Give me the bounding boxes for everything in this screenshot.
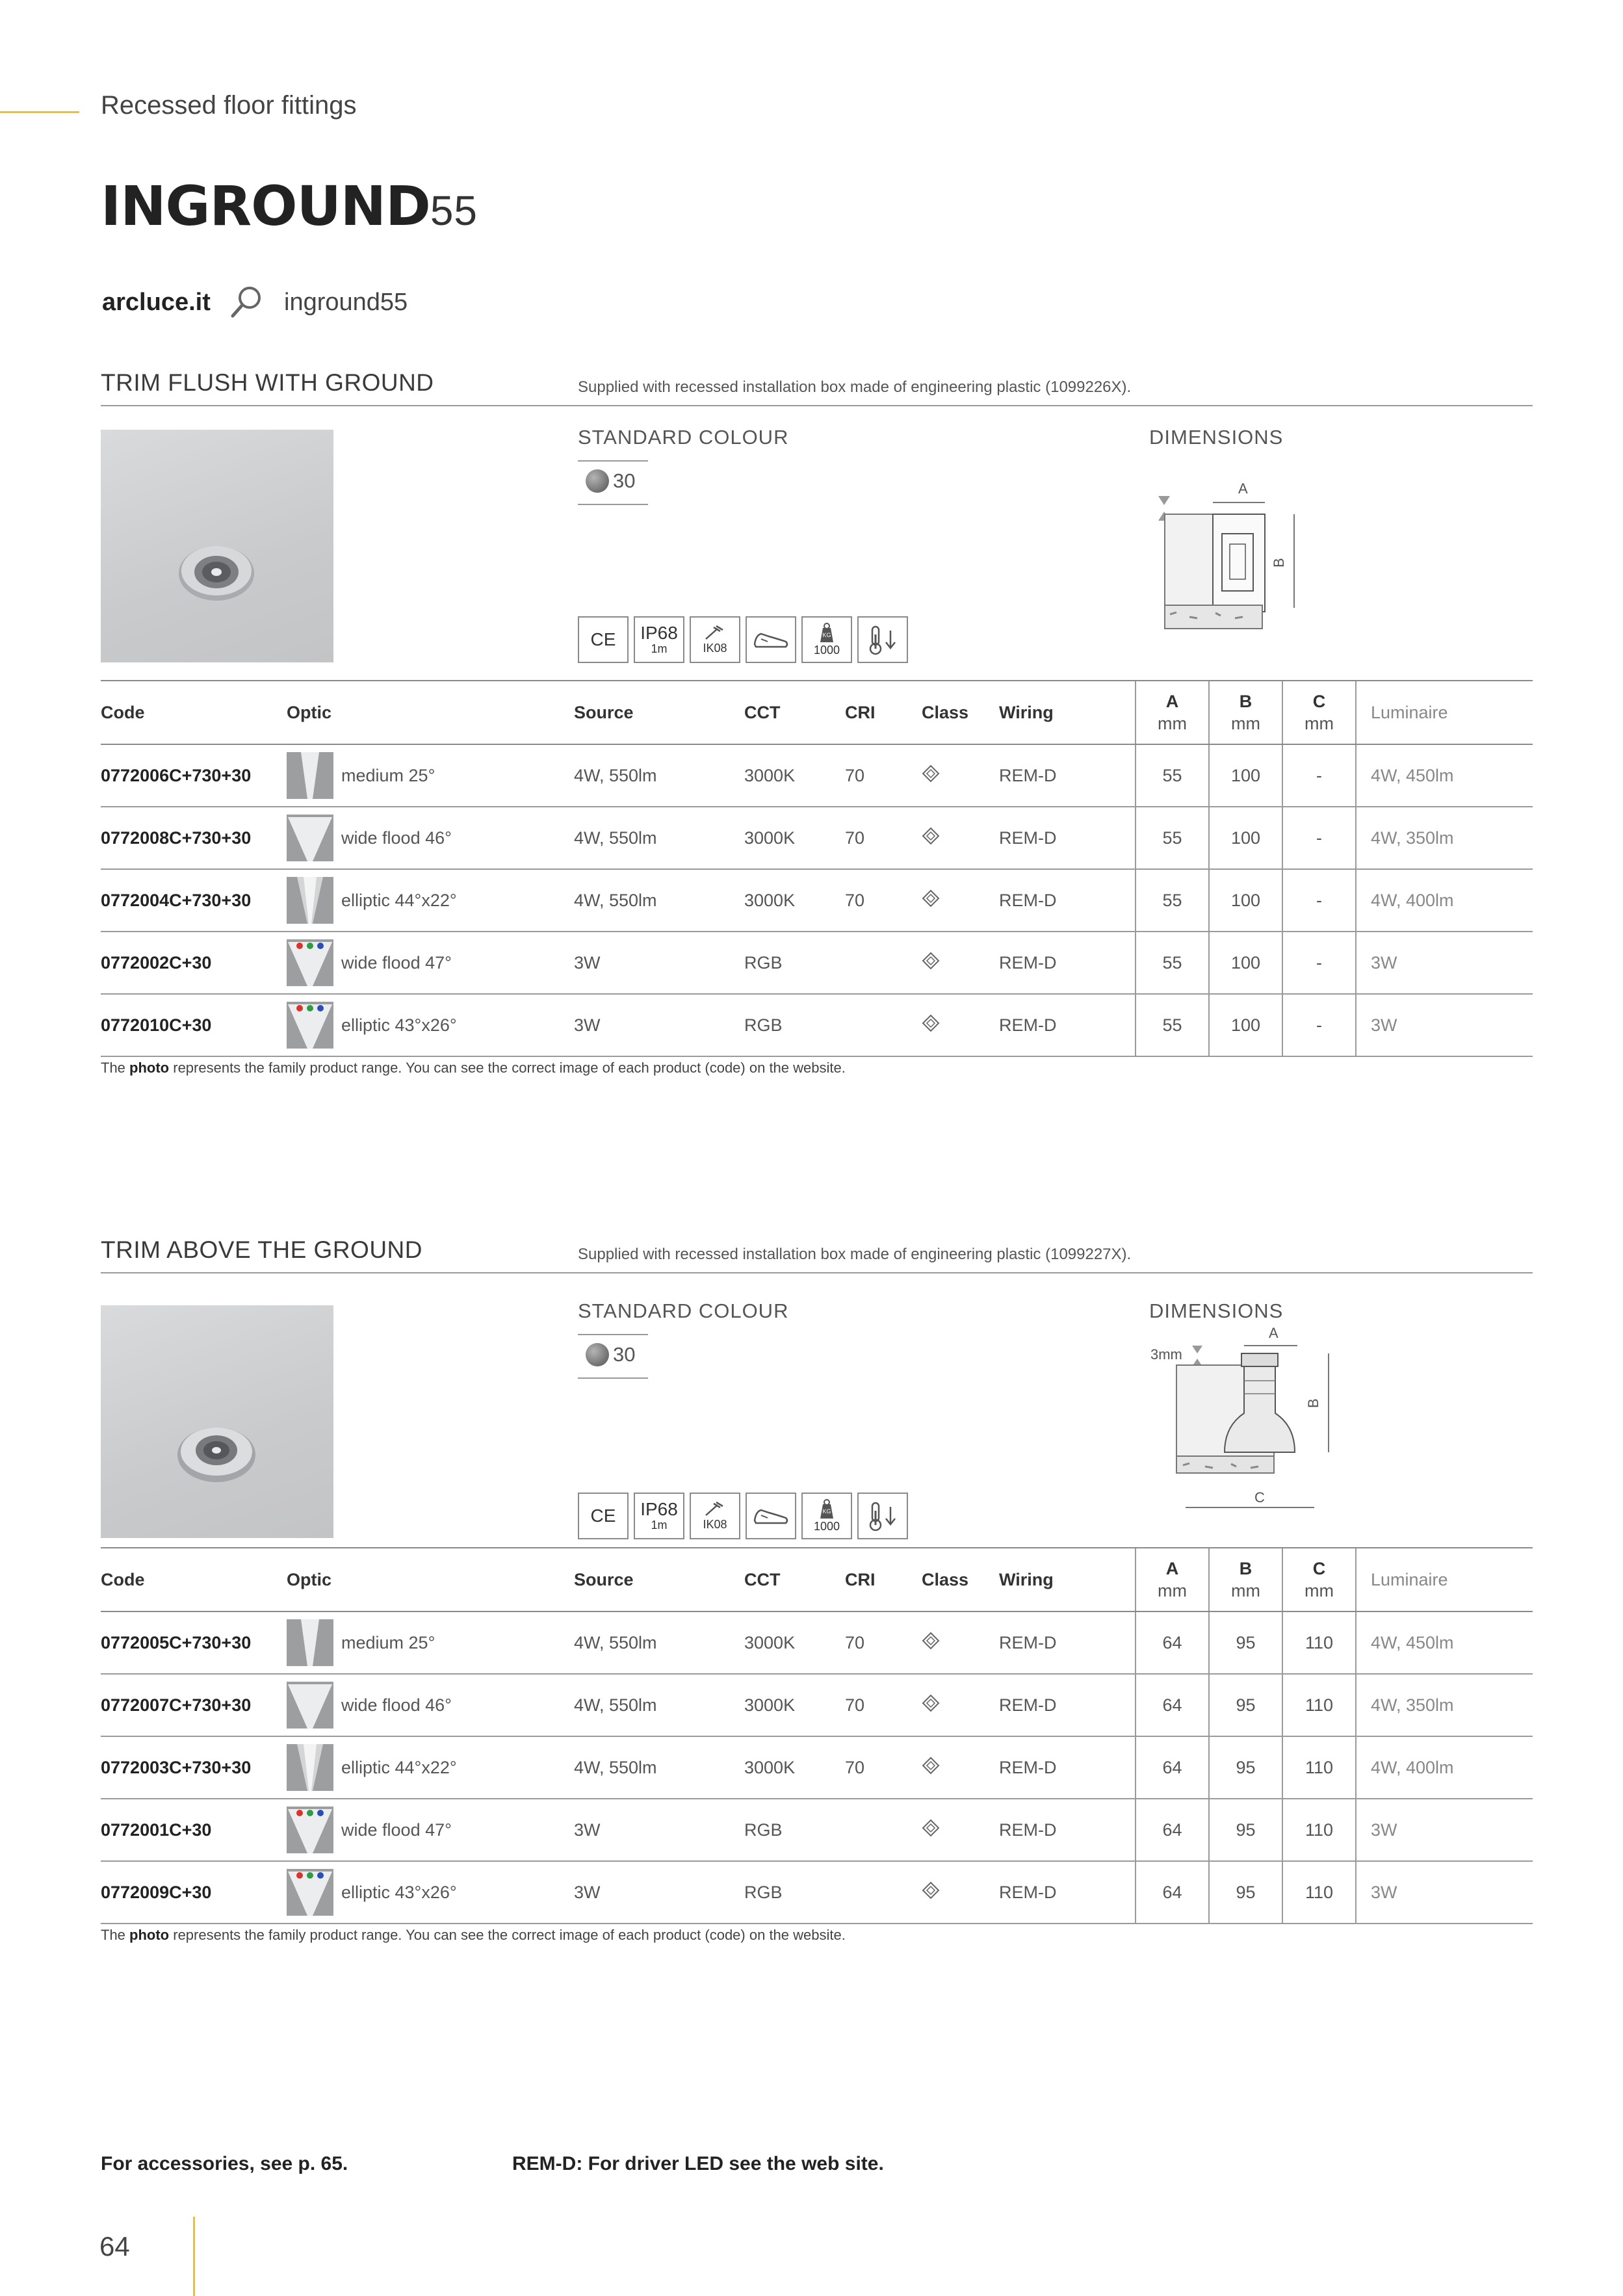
wiring-value: REM-D (999, 744, 1136, 807)
weight-icon (816, 1499, 838, 1520)
dimension-drawing (1147, 1322, 1361, 1530)
optic-cell (287, 807, 574, 869)
driver-note: REM-D: For driver LED see the web site. (512, 2153, 884, 2174)
dim-b-value: 100 (1209, 994, 1282, 1056)
cct-value: 3000K (744, 807, 845, 869)
cct-value: 3000K (744, 869, 845, 932)
product-title (101, 174, 478, 238)
luminaire-value: 4W, 450lm (1356, 744, 1533, 807)
cri-value: 70 (845, 869, 922, 932)
svg-text:3mm: 3mm (1150, 1346, 1182, 1363)
source-value: 4W, 550lm (574, 744, 744, 807)
optic-description (287, 752, 574, 799)
photo-footnote: The photo represents the family product range. You can see the correct image of each product (code) on the website. (101, 1927, 846, 1943)
dim-c-value: - (1282, 744, 1356, 807)
dim-b-value: 95 (1209, 1674, 1282, 1736)
thermometer-icon (864, 624, 901, 655)
dim-c-value: 110 (1282, 1861, 1356, 1924)
colour-swatch[interactable] (586, 1343, 635, 1366)
shoe-icon (752, 1505, 790, 1527)
optic-label: wide flood 47° (341, 1820, 452, 1840)
spec-table (101, 1547, 1533, 1924)
thermometer-icon (864, 1500, 901, 1532)
ce-mark-icon: CE (578, 616, 629, 663)
svg-text:A: A (1269, 1325, 1279, 1341)
optic-beam-icon (287, 1807, 333, 1853)
search-icon[interactable] (229, 283, 265, 320)
optic-description (287, 1002, 574, 1049)
optic-cell (287, 1799, 574, 1861)
optic-beam-icon (287, 1002, 333, 1049)
dim-c-value: 110 (1282, 1674, 1356, 1736)
source-value: 3W (574, 932, 744, 994)
header-dim-b: B mm (1209, 1548, 1282, 1611)
cct-value: RGB (744, 1861, 845, 1924)
class-iii-icon (922, 1632, 940, 1650)
header-class: Class (922, 1548, 999, 1611)
luminaire-value: 4W, 400lm (1356, 869, 1533, 932)
page-number: 64 (99, 2231, 130, 2262)
table-row (101, 1736, 1533, 1799)
section-title: TRIM FLUSH WITH GROUND (101, 369, 434, 396)
wiring-value: REM-D (999, 807, 1136, 869)
header-dim-c: C mm (1282, 1548, 1356, 1611)
wiring-value: REM-D (999, 869, 1136, 932)
section-note: Supplied with recessed installation box made of engineering plastic (1099226X). (578, 378, 1132, 396)
dim-a-value: 64 (1136, 1861, 1209, 1924)
header-class: Class (922, 681, 999, 744)
walkover-icon (746, 1493, 796, 1539)
dim-a-value: 55 (1136, 869, 1209, 932)
table-row (101, 1861, 1533, 1924)
table-header-row (101, 681, 1533, 744)
class-cell (922, 744, 999, 807)
section-rule (101, 405, 1533, 406)
header-luminaire: Luminaire (1356, 681, 1533, 744)
ip-rating-icon: IP68 1m (634, 616, 684, 663)
dim-c-value: 110 (1282, 1736, 1356, 1799)
wiring-value: REM-D (999, 994, 1136, 1056)
product-code: 0772006C+730+30 (101, 744, 287, 807)
spec-table (101, 680, 1533, 1057)
low-temperature-icon (857, 616, 908, 663)
dim-a-value: 64 (1136, 1799, 1209, 1861)
dim-a-value: 64 (1136, 1611, 1209, 1674)
optic-beam-icon (287, 1744, 333, 1791)
dim-b-value: 100 (1209, 807, 1282, 869)
header-source: Source (574, 1548, 744, 1611)
optic-beam-icon (287, 877, 333, 924)
svg-text:A: A (1238, 480, 1248, 497)
dim-a-value: 55 (1136, 744, 1209, 807)
cct-value: RGB (744, 994, 845, 1056)
class-iii-icon (922, 1881, 940, 1899)
optic-label: elliptic 44°x22° (341, 890, 457, 910)
dimension-drawing (1150, 478, 1313, 634)
header-code: Code (101, 1548, 287, 1611)
optic-description (287, 1807, 574, 1853)
dim-c-value: - (1282, 869, 1356, 932)
class-iii-icon (922, 889, 940, 907)
optic-beam-icon (287, 1619, 333, 1666)
class-cell (922, 1736, 999, 1799)
dim-c-value: 110 (1282, 1611, 1356, 1674)
class-iii-icon (922, 1819, 940, 1837)
source-value: 3W (574, 1861, 744, 1924)
luminaire-value: 4W, 400lm (1356, 1736, 1533, 1799)
cct-value: 3000K (744, 744, 845, 807)
colour-rule-bottom (578, 504, 648, 505)
optic-description (287, 815, 574, 861)
header-cct: CCT (744, 1548, 845, 1611)
luminaire-value: 4W, 450lm (1356, 1611, 1533, 1674)
dim-a-value: 55 (1136, 807, 1209, 869)
class-cell (922, 807, 999, 869)
product-name-light: 55 (430, 187, 478, 234)
header-cct: CCT (744, 681, 845, 744)
cri-value: 70 (845, 744, 922, 807)
header-dim-a: A mm (1136, 681, 1209, 744)
colour-rule-bottom (578, 1377, 648, 1379)
table-row (101, 1674, 1533, 1736)
standard-colour-label: STANDARD COLOUR (578, 426, 789, 449)
product-photo (101, 1305, 333, 1538)
luminaire-value: 3W (1356, 1799, 1533, 1861)
optic-description (287, 1682, 574, 1729)
colour-dot (586, 1343, 609, 1366)
class-cell (922, 869, 999, 932)
product-code: 0772007C+730+30 (101, 1674, 287, 1736)
header-code: Code (101, 681, 287, 744)
accent-line (0, 111, 79, 113)
header-wiring: Wiring (999, 1548, 1136, 1611)
dim-a-value: 55 (1136, 932, 1209, 994)
category-label: Recessed floor fittings (101, 91, 357, 120)
dim-b-value: 95 (1209, 1799, 1282, 1861)
luminaire-value: 4W, 350lm (1356, 1674, 1533, 1736)
cri-value (845, 1861, 922, 1924)
optic-cell (287, 869, 574, 932)
luminaire-value: 3W (1356, 932, 1533, 994)
dim-a-value: 64 (1136, 1736, 1209, 1799)
header-dim-b: B mm (1209, 681, 1282, 744)
optic-beam-icon (287, 815, 333, 861)
svg-text:B: B (1271, 558, 1287, 567)
wiring-value: REM-D (999, 1861, 1136, 1924)
optic-label: elliptic 43°x26° (341, 1882, 457, 1902)
source-value: 4W, 550lm (574, 1611, 744, 1674)
class-cell (922, 994, 999, 1056)
source-value: 3W (574, 994, 744, 1056)
product-code: 0772008C+730+30 (101, 807, 287, 869)
svg-text:KG: KG (822, 1508, 831, 1515)
class-iii-icon (922, 1014, 940, 1032)
dim-b-value: 100 (1209, 744, 1282, 807)
wiring-value: REM-D (999, 1611, 1136, 1674)
impact-rating-icon: IK08 (690, 1493, 740, 1539)
section-title: TRIM ABOVE THE GROUND (101, 1236, 422, 1263)
header-dim-a: A mm (1136, 1548, 1209, 1611)
hammer-icon (702, 625, 728, 642)
table-body (101, 1611, 1533, 1924)
product-photo (101, 430, 333, 662)
class-iii-icon (922, 1756, 940, 1775)
source-value: 3W (574, 1799, 744, 1861)
section-note: Supplied with recessed installation box made of engineering plastic (1099227X). (578, 1246, 1132, 1263)
wiring-value: REM-D (999, 1674, 1136, 1736)
source-value: 4W, 550lm (574, 1674, 744, 1736)
section-rule (101, 1272, 1533, 1273)
class-iii-icon (922, 1694, 940, 1712)
colour-code: 30 (613, 469, 636, 492)
product-code: 0772005C+730+30 (101, 1611, 287, 1674)
header-optic: Optic (287, 681, 574, 744)
table-body (101, 744, 1533, 1056)
colour-code: 30 (613, 1343, 636, 1366)
class-cell (922, 1799, 999, 1861)
svg-text:KG: KG (822, 632, 831, 638)
class-iii-icon (922, 827, 940, 845)
shoe-icon (752, 629, 790, 651)
optic-beam-icon (287, 1682, 333, 1729)
optic-label: wide flood 46° (341, 828, 452, 848)
optic-cell (287, 1674, 574, 1736)
wiring-value: REM-D (999, 1736, 1136, 1799)
fitting-illustration (101, 1305, 333, 1538)
table-row (101, 807, 1533, 869)
colour-rule-top (578, 460, 648, 462)
optic-label: elliptic 44°x22° (341, 1757, 457, 1777)
svg-text:B: B (1305, 1398, 1321, 1408)
dim-c-value: 110 (1282, 1799, 1356, 1861)
class-cell (922, 1611, 999, 1674)
certifications (578, 616, 908, 663)
walkover-icon (746, 616, 796, 663)
optic-description (287, 877, 574, 924)
dimensions-label: DIMENSIONS (1149, 426, 1284, 449)
optic-cell (287, 1611, 574, 1674)
colour-rule-top (578, 1334, 648, 1335)
table-row (101, 1799, 1533, 1861)
table-row (101, 932, 1533, 994)
cct-value: RGB (744, 1799, 845, 1861)
hammer-icon (702, 1501, 728, 1518)
optic-description (287, 939, 574, 986)
optic-cell (287, 744, 574, 807)
table-row (101, 994, 1533, 1056)
class-cell (922, 932, 999, 994)
product-code: 0772009C+30 (101, 1861, 287, 1924)
class-cell (922, 1861, 999, 1924)
product-code: 0772010C+30 (101, 994, 287, 1056)
header-wiring: Wiring (999, 681, 1136, 744)
optic-beam-icon (287, 1869, 333, 1916)
optic-cell (287, 1736, 574, 1799)
luminaire-value: 3W (1356, 994, 1533, 1056)
product-name-bold: INGROUND (101, 174, 430, 238)
header-cri: CRI (845, 681, 922, 744)
optic-beam-icon (287, 939, 333, 986)
table-row (101, 1611, 1533, 1674)
table-row (101, 869, 1533, 932)
cri-value (845, 1799, 922, 1861)
dim-c-value: - (1282, 994, 1356, 1056)
dim-c-value: - (1282, 807, 1356, 869)
cri-value: 70 (845, 1736, 922, 1799)
class-iii-icon (922, 952, 940, 970)
cri-value: 70 (845, 1674, 922, 1736)
cri-value (845, 932, 922, 994)
dim-c-value: - (1282, 932, 1356, 994)
source-value: 4W, 550lm (574, 869, 744, 932)
ce-mark-icon: CE (578, 1493, 629, 1539)
dimensions-label: DIMENSIONS (1149, 1299, 1284, 1322)
dim-a-value: 55 (1136, 994, 1209, 1056)
header-optic: Optic (287, 1548, 574, 1611)
optic-label: wide flood 47° (341, 952, 452, 972)
impact-rating-icon: IK08 (690, 616, 740, 663)
luminaire-value: 3W (1356, 1861, 1533, 1924)
optic-description (287, 1744, 574, 1791)
table-row (101, 744, 1533, 807)
ip-rating-icon: IP68 1m (634, 1493, 684, 1539)
weight-icon (816, 623, 838, 644)
svg-text:C: C (1254, 1489, 1265, 1506)
dim-b-value: 95 (1209, 1861, 1282, 1924)
product-code: 0772002C+30 (101, 932, 287, 994)
standard-colour-label: STANDARD COLOUR (578, 1299, 789, 1322)
load-rating-icon: KG 1000 (801, 1493, 852, 1539)
optic-label: medium 25° (341, 765, 435, 785)
wiring-value: REM-D (999, 932, 1136, 994)
load-rating-icon: KG 1000 (801, 616, 852, 663)
cct-value: 3000K (744, 1611, 845, 1674)
dim-b-value: 95 (1209, 1736, 1282, 1799)
header-cri: CRI (845, 1548, 922, 1611)
product-code: 0772003C+730+30 (101, 1736, 287, 1799)
product-code: 0772001C+30 (101, 1799, 287, 1861)
optic-label: medium 25° (341, 1632, 435, 1652)
header-source: Source (574, 681, 744, 744)
optic-label: wide flood 46° (341, 1695, 452, 1715)
dim-b-value: 100 (1209, 932, 1282, 994)
optic-description (287, 1869, 574, 1916)
dim-a-value: 64 (1136, 1674, 1209, 1736)
website-link[interactable]: arcluce.it (102, 289, 211, 316)
cct-value: 3000K (744, 1736, 845, 1799)
wiring-value: REM-D (999, 1799, 1136, 1861)
table-header-row (101, 1548, 1533, 1611)
fitting-illustration (101, 430, 333, 662)
search-term[interactable]: inground55 (284, 289, 408, 316)
source-value: 4W, 550lm (574, 807, 744, 869)
dim-b-value: 100 (1209, 869, 1282, 932)
class-iii-icon (922, 764, 940, 783)
accessories-note: For accessories, see p. 65. (101, 2153, 348, 2174)
cct-value: RGB (744, 932, 845, 994)
cri-value: 70 (845, 807, 922, 869)
cri-value: 70 (845, 1611, 922, 1674)
optic-description (287, 1619, 574, 1666)
source-value: 4W, 550lm (574, 1736, 744, 1799)
page-rule (193, 2217, 195, 2296)
cri-value (845, 994, 922, 1056)
optic-cell (287, 1861, 574, 1924)
cct-value: 3000K (744, 1674, 845, 1736)
low-temperature-icon (857, 1493, 908, 1539)
certifications (578, 1493, 908, 1539)
optic-cell (287, 994, 574, 1056)
optic-beam-icon (287, 752, 333, 799)
photo-footnote: The photo represents the family product range. You can see the correct image of each product (code) on the website. (101, 1060, 846, 1076)
luminaire-value: 4W, 350lm (1356, 807, 1533, 869)
colour-swatch[interactable] (586, 469, 635, 493)
colour-dot (586, 469, 609, 493)
header-luminaire: Luminaire (1356, 1548, 1533, 1611)
header-dim-c: C mm (1282, 681, 1356, 744)
optic-label: elliptic 43°x26° (341, 1015, 457, 1035)
class-cell (922, 1674, 999, 1736)
product-code: 0772004C+730+30 (101, 869, 287, 932)
optic-cell (287, 932, 574, 994)
dim-b-value: 95 (1209, 1611, 1282, 1674)
